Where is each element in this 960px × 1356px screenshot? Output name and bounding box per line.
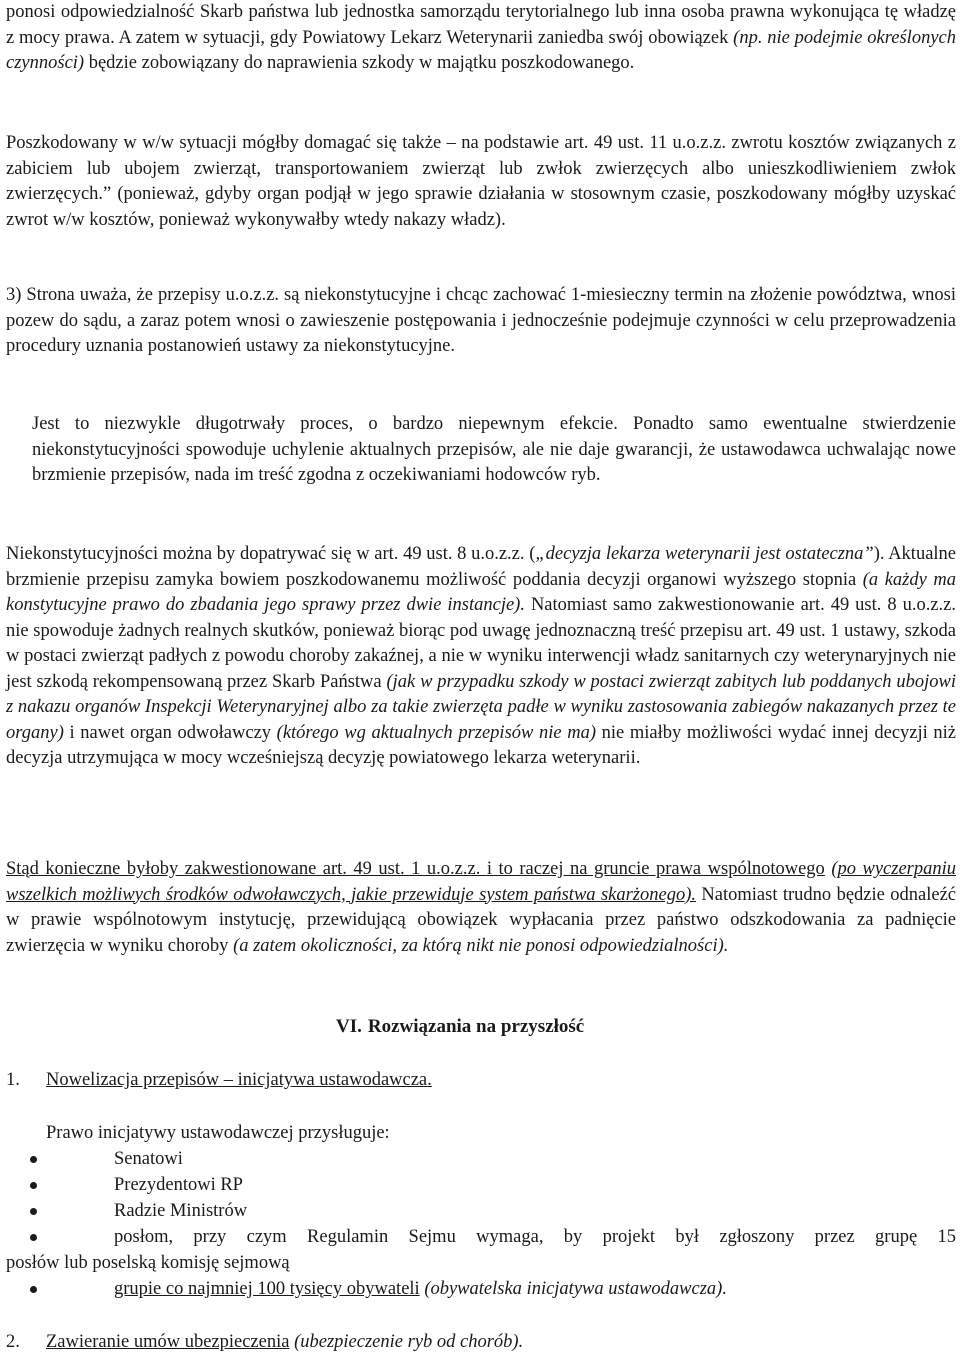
text-segment: 3) Strona uważa, że przepisy u.o.z.z. są niekonstytucyjne i chcąc zachować 1-miesieczny termin na złożenie powództwa, wnosi pozew do sądu, a zaraz potem wnosi o zawieszenie postępowania i jednocześnie podejmuje czynności w celu przeprowadzenia procedury uznania postanowień ustawy za niekonstytucyjne. — [6, 285, 956, 356]
text-segment: (jak w przypadku szkody w postaci zwierząt zabitych lub poddanych ubojowi z nakazu organów Inspekcji Weterynaryjnej albo za takie zwierzęta padłe w wyniku zastosowania zabiegów nakazanych przez te organy) — [6, 671, 956, 743]
list-item-1-number: 1. — [6, 1070, 20, 1090]
bullet-item-council: Radzie Ministrów — [114, 1201, 248, 1221]
section-number: VI. — [336, 1016, 362, 1037]
text-segment: (którego wg aktualnych przepisów nie ma) — [276, 722, 596, 743]
text-segment: (po wyczerpaniu wszelkich możliwych środków odwoławczych, jakie przewiduje system państwa skarżonego). — [6, 859, 957, 905]
paragraph-long-process — [32, 412, 956, 489]
bullet-item-senate: Senatowi — [114, 1149, 183, 1169]
paragraph-liability — [6, 0, 956, 77]
bullet-dot — [30, 1234, 37, 1241]
text-segment: (a każdy ma konstytucyjne prawo do zbadania jego sprawy przez dwie instancje). — [6, 569, 956, 615]
bullet-item-citizens — [114, 1277, 727, 1302]
paragraph-unconstitutionality — [6, 542, 956, 772]
bullet-item-citizens-text: grupie co najmniej 100 tysięcy obywateli — [114, 1279, 420, 1299]
list-item-2-line — [46, 1330, 523, 1355]
paragraph-unconstitutional-claim — [6, 283, 956, 360]
section-heading — [336, 1014, 584, 1039]
bullet-dot — [30, 1286, 37, 1293]
text-segment: i nawet organ odwoławczy — [63, 722, 277, 743]
list-item-1-title: Nowelizacja przepisów – inicjatywa ustawodawcza. — [46, 1070, 432, 1090]
initiative-intro: Prawo inicjatywy ustawodawczej przysługuje: — [46, 1123, 390, 1143]
text-segment: ponosi odpowiedzialność Skarb państwa lub jednostka samorządu terytorialnego lub inna osoba prawna wykonująca tę władzę z mocy prawa. A zatem w sytuacji, gdy Powiatowy Lekarz Weterynarii zaniedba swój obowiązek — [6, 2, 956, 48]
list-item-2-title: Zawieranie umów ubezpieczenia — [46, 1332, 290, 1352]
text-segment: „decyzja lekarza weterynarii jest ostateczna” — [535, 544, 874, 564]
bullet-dot — [30, 1182, 37, 1189]
bullet-item-citizens-note: (obywatelska inicjatywa ustawodawcza). — [424, 1279, 727, 1299]
bullet-dot — [30, 1208, 37, 1215]
text-segment: ). Aktualne brzmienie przepisu zamyka bowiem poszkodowanemu możliwość poddania decyzji organowi wyższego stopnia — [6, 544, 956, 590]
paragraph-community-law — [6, 857, 956, 959]
bullet-dot — [30, 1156, 37, 1163]
text-segment: (a zatem okoliczności, za którą nikt nie ponosi odpowiedzialności). — [233, 935, 729, 956]
text-segment: będzie zobowiązany do naprawienia szkody w majątku poszkodowanego. — [84, 53, 635, 73]
text-segment: Stąd konieczne byłoby zakwestionowane art. 49 ust. 1 u.o.z.z. i to raczej na gruncie prawa wspólnotowego — [6, 859, 825, 879]
text-segment: Natomiast trudno będzie odnaleźć w prawie wspólnotowym instytucję, przewidującą obowiązek wypłacania przez państwo odszkodowania za padnięcie zwierzęcia w wyniku choroby — [6, 884, 956, 956]
text-segment: Niekonstytucyjności można by dopatrywać się w art. 49 ust. 8 u.o.z.z. ( — [6, 544, 536, 564]
bullet-item-president: Prezydentowi RP — [114, 1175, 243, 1195]
text-segment: Natomiast samo zakwestionowanie art. 49 ust. 8 u.o.z.z. nie spowoduje żadnych realnych skutków, ponieważ biorąc pod uwagę jednoznaczną treść przepisu art. 49 ust. 1 ustawy, szkoda w postaci zwierząt padłych z powodu choroby zakaźnej, a nie w wyniku interwencji władz sanitarnych czy weterynaryjnych nie jest szkodą rekompensowaną przez Skarb Państwa — [6, 595, 957, 692]
text-segment: nie miałby możliwości wydać innej decyzji niż decyzja utrzymująca w mocy wcześniejszą decyzję powiatowego lekarza weterynarii. — [6, 722, 957, 768]
bullet-item-deputies-continuation: posłów lub poselską komisję sejmową — [6, 1253, 290, 1273]
section-title: Rozwiązania na przyszłość — [367, 1016, 585, 1037]
text-segment: (np. nie podejmie określonych czynności) — [6, 27, 956, 73]
text-segment: Poszkodowany w w/w sytuacji mógłby domagać się także – na podstawie art. 49 ust. 11 u.o.z.z. zwrotu kosztów związanych z zabiciem lub ubojem zwierząt, transportowaniem zwierząt lub zwłok zwierzęcych albo unieszkodliwieniem zwłok zwierzęcych.” (ponieważ, gdyby organ podjął w jego sprawie działania w stosownym czasie, poszkodowany mógłby uzyskać zwrot w/w kosztów, ponieważ wykonywałby wtedy nakazy władz). — [6, 133, 956, 230]
paragraph-cost-reimbursement — [6, 131, 956, 233]
bullet-item-deputies: posłom, przy czym Regulamin Sejmu wymaga, by projekt był zgłoszony przez grupę 15 — [114, 1227, 956, 1247]
list-item-2-number: 2. — [6, 1332, 20, 1352]
list-item-2-note: (ubezpieczenie ryb od chorób). — [294, 1332, 524, 1352]
text-segment: Jest to niezwykle długotrwały proces, o bardzo niepewnym efekcie. Ponadto samo ewentualne stwierdzenie niekonstytucyjności spowoduje uchylenie aktualnych przepisów, ale nie daje gwarancji, że ustawodawca uchwalając nowe brzmienie przepisów, nada im treść zgodna z oczekiwaniami hodowców ryb. — [32, 414, 956, 485]
